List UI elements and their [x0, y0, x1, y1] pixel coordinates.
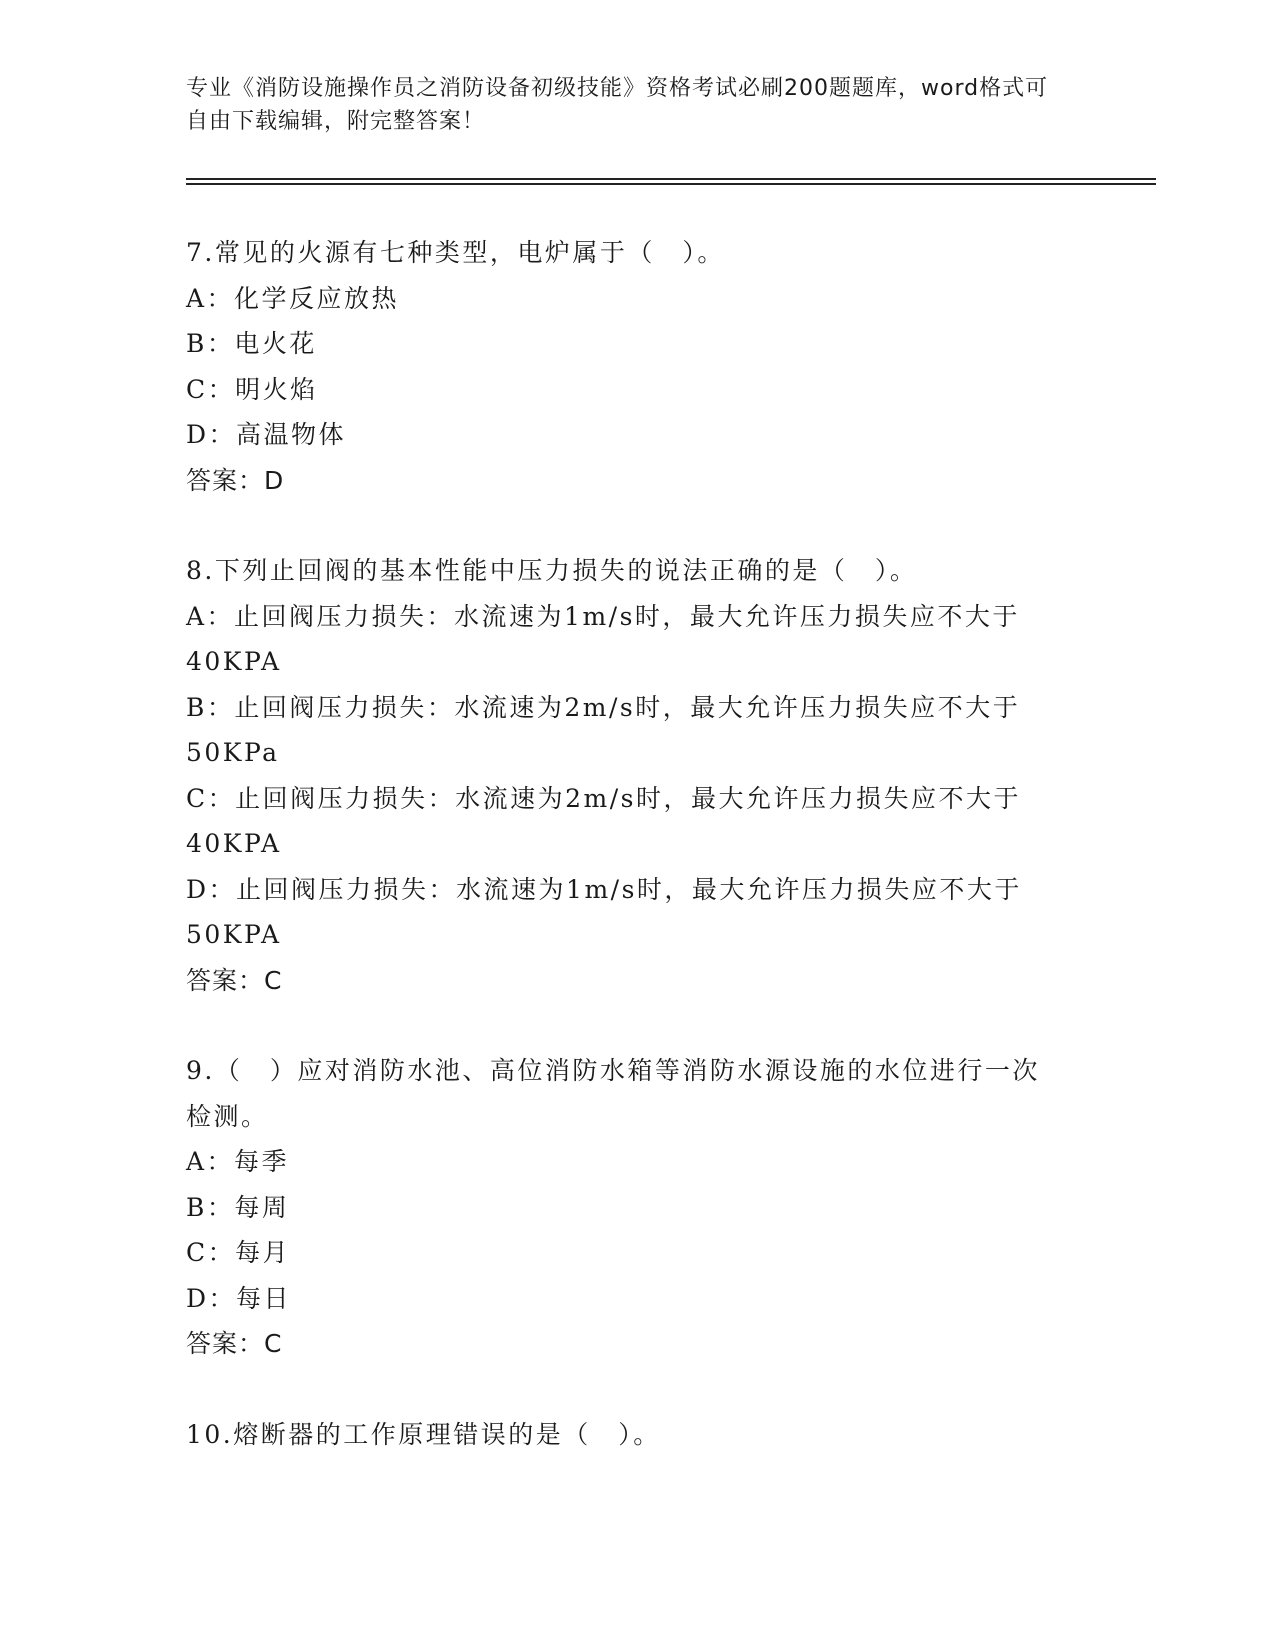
- question-10: [186, 1412, 1066, 1458]
- option-d: D：止回阀压力损失：水流速为1m/s时，最大允许压力损失应不大于50KPA: [186, 874, 1022, 949]
- answer: 答案：C: [186, 965, 283, 995]
- question-stem: 8.下列止回阀的基本性能中压力损失的说法正确的是（ ）。: [186, 556, 918, 585]
- question-stem: 7.常见的火源有七种类型，电炉属于（ ）。: [186, 238, 725, 267]
- option-d: D：每日: [186, 1283, 292, 1313]
- option-a: A：每季: [186, 1147, 290, 1176]
- question-stem: 9.（ ）应对消防水池、高位消防水箱等消防水源设施的水位进行一次检测。: [186, 1056, 1040, 1131]
- option-a: A：止回阀压力损失：水流速为1m/s时，最大允许压力损失应不大于40KPA: [186, 601, 1020, 676]
- option-c: C：止回阀压力损失：水流速为2m/s时，最大允许压力损失应不大于40KPA: [186, 783, 1021, 858]
- questions-container: [186, 230, 1066, 1502]
- option-a: A：化学反应放热: [186, 283, 400, 313]
- document-header: 专业《消防设施操作员之消防设备初级技能》资格考试必刷200题题库，word格式可自由下载编辑，附完整答案！: [186, 76, 1049, 134]
- option-c: C：每月: [186, 1238, 291, 1267]
- question-8: [186, 548, 1066, 1003]
- option-b: B：电火花: [186, 329, 317, 358]
- header-divider-bottom: [186, 183, 1156, 185]
- question-9: [186, 1048, 1066, 1367]
- answer: 答案：C: [186, 1329, 283, 1358]
- option-c: C：明火焰: [186, 374, 318, 404]
- header-divider-top: [186, 178, 1156, 180]
- question-stem: 10.熔断器的工作原理错误的是（ ）。: [186, 1419, 661, 1449]
- option-d: D：高温物体: [186, 420, 347, 449]
- option-b: B：止回阀压力损失：水流速为2m/s时，最大允许压力损失应不大于50KPa: [186, 692, 1021, 767]
- answer: 答案：D: [186, 465, 285, 495]
- question-7: [186, 230, 1066, 503]
- option-b: B：每周: [186, 1192, 290, 1222]
